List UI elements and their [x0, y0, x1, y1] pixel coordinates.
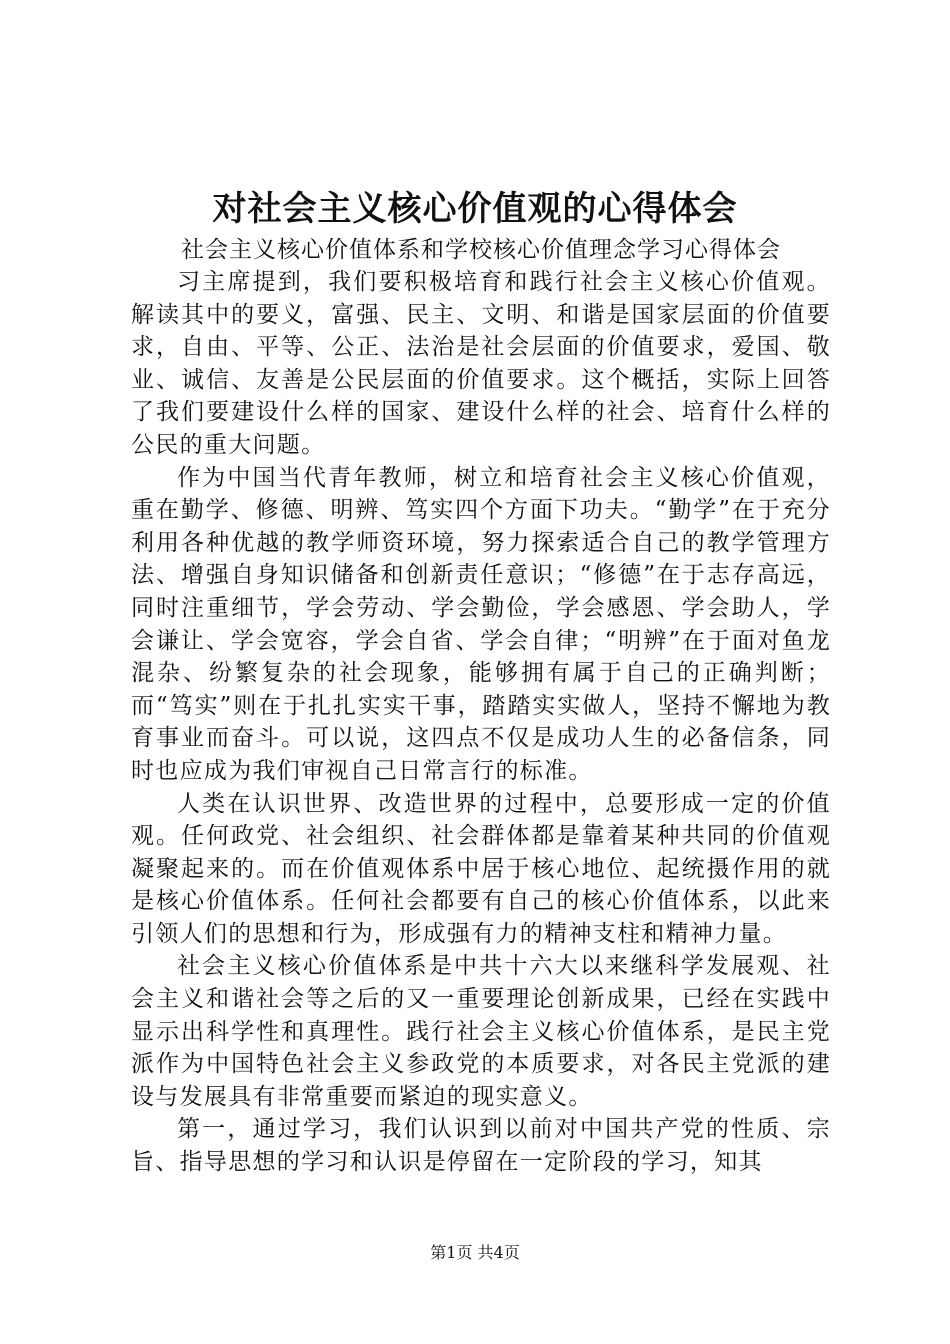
paragraph: 社会主义核心价值体系是中共十六大以来继科学发展观、社会主义和谐社会等之后的又一重要理论创新成果，已经在实践中显示出科学性和真理性。践行社会主义核心价值体系，是民主党派作为中国特色社会主义参政党的本质要求，对各民主党派的建设与发展具有非常重要而紧迫的现实意义。 [131, 953, 831, 1110]
paragraph: 作为中国当代青年教师，树立和培育社会主义核心价值观，重在勤学、修德、明辨、笃实四个方面下功夫。“勤学”在于充分利用各种优越的教学师资环境，努力探索适合自己的教学管理方法、增强自身知识储备和创新责任意识；“修德”在于志存高远，同时注重细节，学会劳动、学会勤俭，学会感恩、学会助人，学会谦让、学会宽容，学会自省、学会自律；“明辨”在于面对鱼龙混杂、纷繁复杂的社会现象，能够拥有属于自己的正确判断；而“笃实”则在于扎扎实实干事，踏踏实实做人，坚持不懈地为教育事业而奋斗。可以说，这四点不仅是成功人生的必备信条，同时也应成为我们审视自己日常言行的标准。 [131, 464, 831, 784]
document-subtitle: 社会主义核心价值体系和学校核心价值理念学习心得体会 [181, 237, 781, 263]
page-number-footer: 第1页 共4页 [430, 1243, 520, 1262]
paragraph: 习主席提到，我们要积极培育和践行社会主义核心价值观。解读其中的要义，富强、民主、文明、和谐是国家层面的价值要求，自由、平等、公正、法治是社会层面的价值要求，爱国、敬业、诚信、友善是公民层面的价值要求。这个概括，实际上回答了我们要建设什么样的国家、建设什么样的社会、培育什么样的公民的重大问题。 [131, 269, 831, 458]
document-title: 对社会主义核心价值观的心得体会 [212, 189, 738, 229]
paragraph: 人类在认识世界、改造世界的过程中，总要形成一定的价值观。任何政党、社会组织、社会群体都是靠着某种共同的价值观凝聚起来的。而在价值观体系中居于核心地位、起统摄作用的就是核心价值体系。任何社会都要有自己的核心价值体系，以此来引领人们的思想和行为，形成强有力的精神支柱和精神力量。 [131, 790, 831, 947]
document-body [131, 266, 831, 1179]
paragraph: 第一，通过学习，我们认识到以前对中国共产党的性质、宗旨、指导思想的学习和认识是停留在一定阶段的学习，知其 [131, 1116, 831, 1176]
